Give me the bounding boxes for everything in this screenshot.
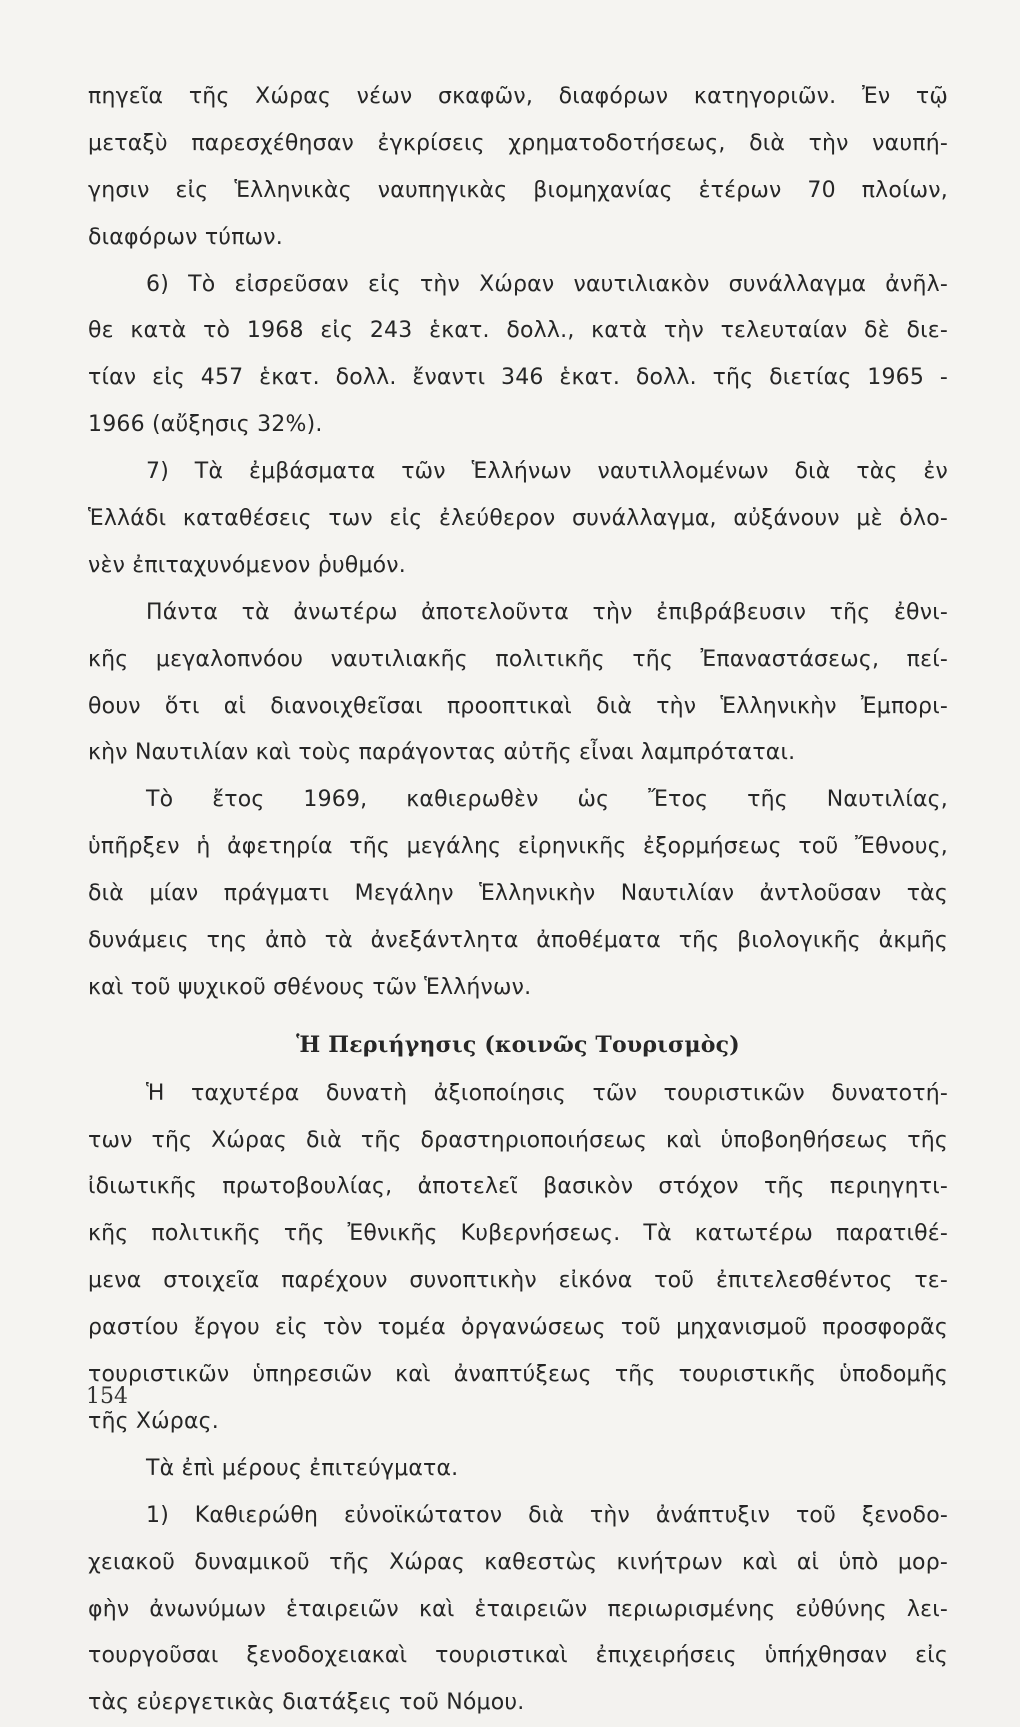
text-line: 7) Τὰ ἐμβάσματα τῶν Ἑλλήνων ναυτιλλομένων διὰ τὰς ἐν (146, 459, 948, 485)
text-line: 1966 (αὔξησις 32%). (88, 412, 323, 438)
text-line: 1) Καθιερώθη εὐνοϊκώτατον διὰ τὴν ἀνάπτυξιν τοῦ ξενοδο- (146, 1502, 948, 1528)
text-line: μεταξὺ παρεσχέθησαν ἐγκρίσεις χρηματοδοτήσεως, διὰ τὴν ναυπή- (88, 130, 948, 156)
text-line: φὴν ἀνωνύμων ἑταιρειῶν καὶ ἑταιρειῶν περιωρισμένης εὐθύνης λει- (88, 1596, 948, 1622)
text-line: τῆς Χώρας. (88, 1408, 219, 1434)
text-line: τὰς εὐεργετικὰς διατάξεις τοῦ Νόμου. (88, 1690, 525, 1716)
text-line: τίαν εἰς 457 ἑκατ. δολλ. ἔναντι 346 ἑκατ. δολλ. τῆς διετίας 1965 - (88, 365, 948, 391)
text-line: θε κατὰ τὸ 1968 εἰς 243 ἑκατ. δολλ., κατὰ τὴν τελευταίαν δὲ διε- (88, 318, 948, 344)
text-line: Πάντα τὰ ἀνωτέρω ἀποτελοῦντα τὴν ἐπιβράβευσιν τῆς ἐθνι- (146, 599, 948, 625)
text-line: τουργοῦσαι ξενοδοχειακαὶ τουριστικαὶ ἐπιχειρήσεις ὑπήχθησαν εἰς (88, 1643, 948, 1669)
page-number: 154 (86, 1384, 128, 1409)
text-line: γησιν εἰς Ἑλληνικὰς ναυπηγικὰς βιομηχανίας ἑτέρων 70 πλοίων, (88, 177, 948, 203)
text-line: καὶ τοῦ ψυχικοῦ σθένους τῶν Ἑλλήνων. (88, 974, 532, 1000)
text-line: θουν ὅτι αἱ διανοιχθεῖσαι προοπτικαὶ διὰ τὴν Ἑλληνικὴν Ἐμπορι- (88, 693, 948, 719)
text-line: χειακοῦ δυναμικοῦ τῆς Χώρας καθεστὼς κινήτρων καὶ αἱ ὑπὸ μορ- (88, 1549, 948, 1575)
text-line: ὑπῆρξεν ἡ ἀφετηρία τῆς μεγάλης εἰρηνικῆς ἐξορμήσεως τοῦ Ἔθνους, (88, 834, 948, 860)
text-line: Ἑλλάδι καταθέσεις των εἰς ἐλεύθερον συνάλλαγμα, αὐξάνουν μὲ ὁλο- (88, 506, 948, 532)
section-heading: Ἡ Περιήγησις (κοινῶς Τουρισμὸς) (296, 1031, 740, 1058)
text-line: διαφόρων τύπων. (88, 224, 283, 250)
text-line: των τῆς Χώρας διὰ τῆς δραστηριοποιήσεως καὶ ὑποβοηθήσεως τῆς (88, 1127, 948, 1153)
text-line: τουριστικῶν ὑπηρεσιῶν καὶ ἀναπτύξεως τῆς τουριστικῆς ὑποδομῆς (88, 1362, 948, 1388)
text-line: Τὸ ἔτος 1969, καθιερωθὲν ὡς Ἔτος τῆς Ναυτιλίας, (146, 787, 948, 813)
text-line: Τὰ ἐπὶ μέρους ἐπιτεύγματα. (146, 1455, 459, 1481)
body-text (88, 74, 948, 1727)
text-line: πηγεῖα τῆς Χώρας νέων σκαφῶν, διαφόρων κατηγοριῶν. Ἐν τῷ (88, 84, 948, 109)
text-line: διὰ μίαν πράγματι Μεγάλην Ἑλληνικὴν Ναυτιλίαν ἀντλοῦσαν τὰς (88, 881, 948, 907)
text-line: μενα στοιχεῖα παρέχουν συνοπτικὴν εἰκόνα τοῦ ἐπιτελεσθέντος τε- (88, 1268, 948, 1294)
text-line: κὴν Ναυτιλίαν καὶ τοὺς παράγοντας αὐτῆς εἶναι λαμπρόταται. (88, 740, 796, 766)
text-line: 6) Τὸ εἰσρεῦσαν εἰς τὴν Χώραν ναυτιλιακὸν συνάλλαγμα ἀνῆλ- (146, 271, 948, 297)
text-line: νὲν ἐπιταχυνόμενον ῥυθμόν. (88, 552, 406, 578)
text-line: δυνάμεις της ἀπὸ τὰ ἀνεξάντλητα ἀποθέματα τῆς βιολογικῆς ἀκμῆς (88, 928, 948, 954)
text-line: Ἡ ταχυτέρα δυνατὴ ἀξιοποίησις τῶν τουριστικῶν δυνατοτή- (146, 1080, 948, 1106)
text-line: ραστίου ἔργου εἰς τὸν τομέα ὀργανώσεως τοῦ μηχανισμοῦ προσφορᾶς (88, 1315, 948, 1341)
text-line: ἰδιωτικῆς πρωτοβουλίας, ἀποτελεῖ βασικὸν στόχον τῆς περιηγητι- (88, 1174, 948, 1200)
text-line: κῆς πολιτικῆς τῆς Ἐθνικῆς Κυβερνήσεως. Τὰ κατωτέρω παρατιθέ- (88, 1221, 948, 1247)
text-line: κῆς μεγαλοπνόου ναυτιλιακῆς πολιτικῆς τῆς Ἐπαναστάσεως, πεί- (88, 646, 948, 672)
